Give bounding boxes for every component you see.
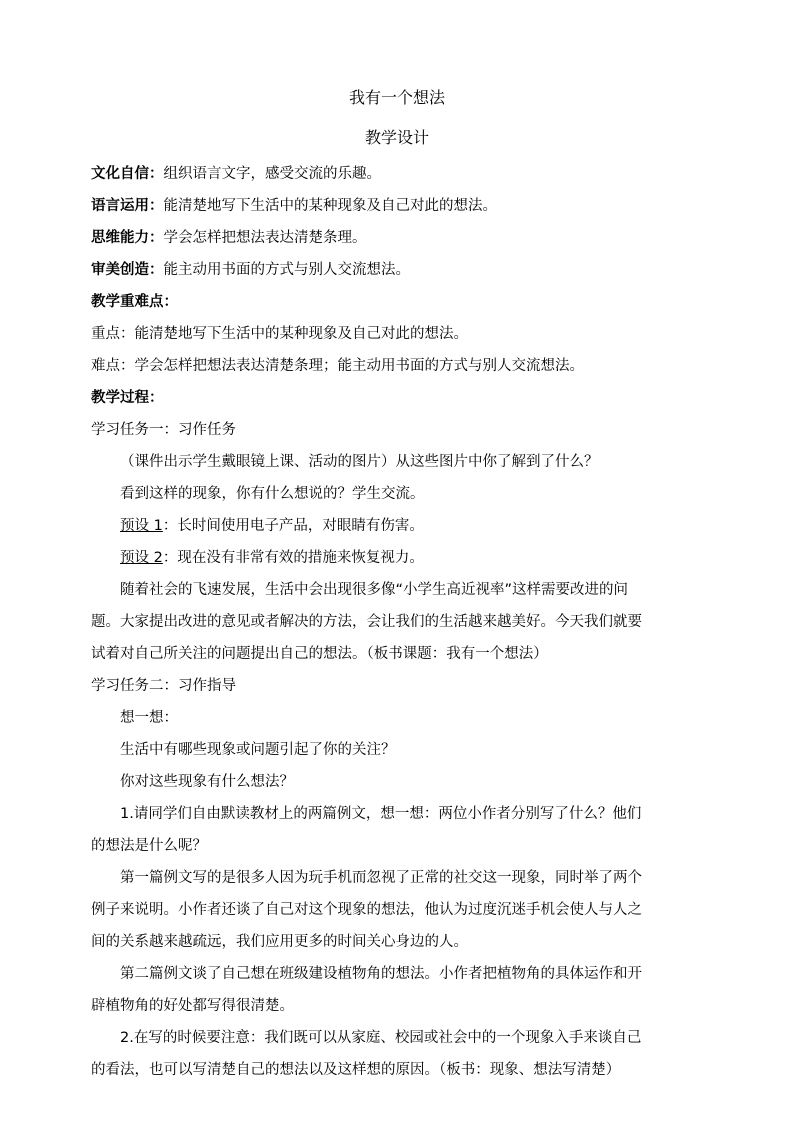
task2-item2-line: 的看法，也可以写清楚自己的想法以及这样想的原因。（板书：现象、想法写清楚） — [91, 1062, 621, 1078]
task2-item2-line: 2.在写的时候要注意：我们既可以从家庭、校园或社会中的一个现象入手来谈自己 — [120, 1030, 642, 1046]
goal-language — [91, 196, 497, 216]
essay2-line: 辟植物角的好处都写得很清楚。 — [91, 998, 294, 1014]
task1-paragraph-line: 试着对自己所关注的问题提出自己的想法。（板书课题：我有一个想法） — [91, 646, 548, 662]
task1-paragraph-line: 随着社会的飞速发展，生活中会出现很多像“小学生高近视率”这样需要改进的问 — [120, 582, 629, 598]
preset-text: ：长时间使用电子产品，对眼睛有伤害。 — [162, 518, 424, 534]
essay1-line: 第一篇例文写的是很多人因为玩手机而忽视了正常的社交这一现象，同时举了两个 — [120, 870, 642, 886]
preset-label: 预设 2 — [120, 550, 163, 566]
task2-think: 想一想： — [120, 710, 178, 726]
goal-text: 组织语言文字，感受交流的乐趣。 — [163, 166, 381, 182]
goal-label: 审美创造： — [91, 262, 164, 278]
goal-text: 学会怎样把想法表达清楚条理。 — [163, 230, 367, 246]
key-point: 重点：能清楚地写下生活中的某种现象及自己对此的想法。 — [91, 326, 468, 342]
task1-intro: （课件出示学生戴眼镜上课、活动的图片）从这些图片中你了解到了什么？ — [120, 454, 599, 470]
task2-title: 学习任务二：习作指导 — [91, 678, 236, 694]
task2-question-2: 你对这些现象有什么想法？ — [120, 774, 294, 790]
essay2-line: 第二篇例文谈了自己想在班级建设植物角的想法。小作者把植物角的具体运作和开 — [120, 966, 642, 982]
task2-item1-line: 的想法是什么呢？ — [91, 838, 207, 854]
goal-label: 文化自信： — [91, 166, 164, 182]
task2-item1-line: 1.请同学们自由默读教材上的两篇例文，想一想：两位小作者分别写了什么？他们 — [120, 806, 642, 822]
goal-text: 能清楚地写下生活中的某种现象及自己对此的想法。 — [163, 198, 497, 214]
key-points-heading: 教学重难点： — [91, 294, 178, 310]
task1-paragraph-line: 题。大家提出改进的意见或者解决的方法，会让我们的生活越来越美好。今天我们就要 — [91, 614, 642, 630]
process-heading: 教学过程： — [91, 390, 164, 406]
preset-text: ：现在没有非常有效的措施来恢复视力。 — [162, 550, 424, 566]
goal-text: 能主动用书面的方式与别人交流想法。 — [163, 262, 410, 278]
goal-culture — [91, 164, 381, 184]
goal-label: 思维能力： — [91, 230, 164, 246]
task2-question-1: 生活中有哪些现象或问题引起了你的关注？ — [120, 742, 396, 758]
task1-question: 看到这样的现象，你有什么想说的？学生交流。 — [120, 486, 425, 502]
essay1-line: 间的关系越来越疏远，我们应用更多的时间关心身边的人。 — [91, 934, 468, 950]
task1-preset-1 — [120, 516, 424, 536]
goal-label: 语言运用： — [91, 198, 164, 214]
difficult-point: 难点：学会怎样把想法表达清楚条理；能主动用书面的方式与别人交流想法。 — [91, 358, 584, 374]
document-title: 我有一个想法 — [348, 88, 445, 107]
document-subtitle: 教学设计 — [364, 128, 429, 147]
task1-preset-2 — [120, 548, 424, 568]
task1-title: 学习任务一：习作任务 — [91, 422, 236, 438]
goal-aesthetic — [91, 260, 410, 280]
preset-label: 预设 1 — [120, 518, 163, 534]
goal-thinking — [91, 228, 367, 248]
essay1-line: 例子来说明。小作者还谈了自己对这个现象的想法，他认为过度沉迷手机会使人与人之 — [91, 902, 642, 918]
